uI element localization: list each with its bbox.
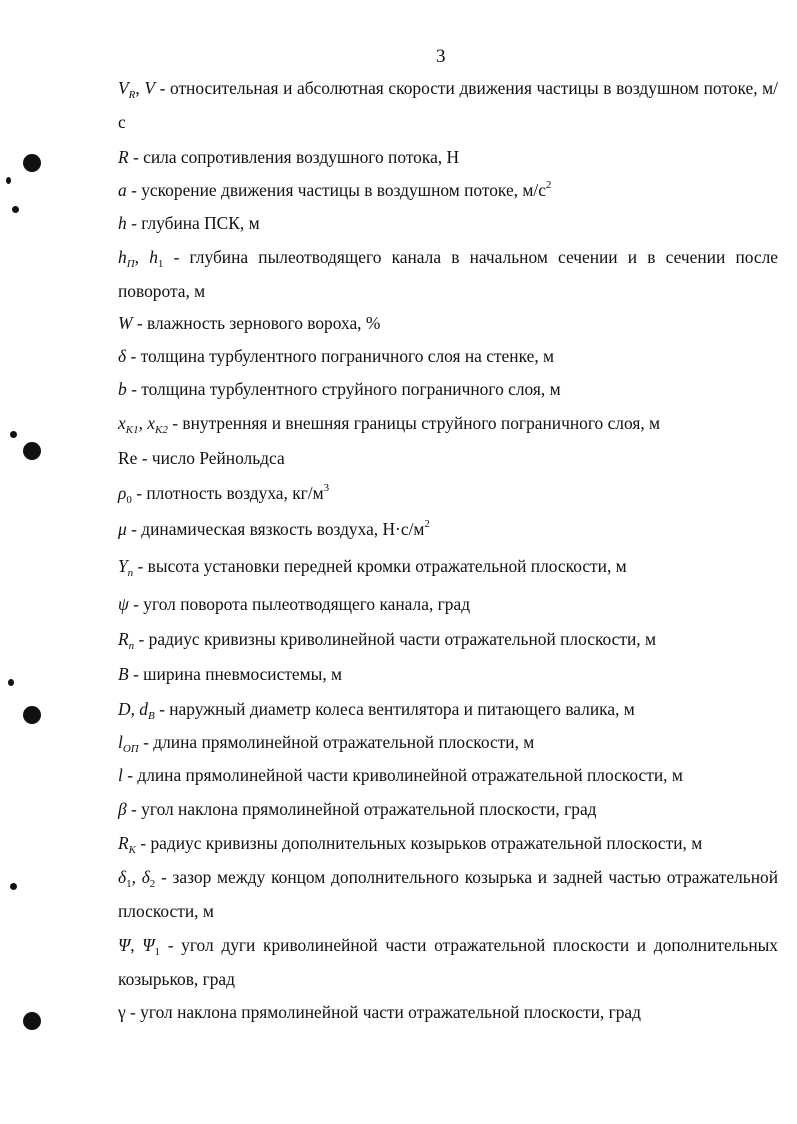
- definition-boundary-layer-thickness: [118, 339, 778, 373]
- scan-mark: [6, 177, 11, 184]
- subscript: R: [128, 89, 136, 101]
- definition-relative-absolute-velocity: $V_R$, V - относительная и абсолютная скорости движения частицы в воздушном потоке, м/с: [118, 78, 778, 132]
- symbol: W: [118, 313, 133, 333]
- definition-text: - угол дуги криволинейной части отражательной плоскости и дополнительных козырьков, град: [118, 935, 779, 989]
- symbol: x: [118, 413, 126, 433]
- symbol: R: [118, 147, 129, 167]
- subscript-2: 1: [157, 258, 164, 270]
- definition-plane-inclination: [118, 792, 778, 826]
- definition-text: - радиус кривизны дополнительных козырьков отражательной плоскости, м: [140, 833, 703, 853]
- symbol: R: [118, 833, 129, 853]
- definition-straight-plane-length: [118, 725, 778, 759]
- definition-dynamic-viscosity: [118, 512, 778, 546]
- symbol-2: δ: [141, 867, 150, 887]
- subscript: ОП: [122, 743, 139, 755]
- symbol: V: [118, 78, 129, 98]
- definition-visor-curvature-radius: [118, 826, 778, 860]
- definition-text: - относительная и абсолютная скорости движения частицы в воздушном потоке, м/с: [118, 78, 778, 132]
- page-number: 3: [436, 46, 446, 67]
- definition-acceleration: [118, 173, 778, 207]
- symbol-2: h: [149, 247, 158, 267]
- subscript-2: B: [147, 710, 155, 722]
- subscript: 1: [126, 878, 132, 890]
- subscript: п: [128, 640, 135, 652]
- definition-air-density: [118, 476, 778, 510]
- definition-pneumosystem-width: [118, 657, 778, 691]
- symbol: Re: [118, 448, 138, 468]
- definition-text: - глубина пылеотводящего канала в начальном сечении и в сечении после поворота, м: [118, 247, 778, 301]
- symbol: ψ: [118, 594, 129, 614]
- definition-straight-part-length: [118, 758, 778, 792]
- definition-text: - число Рейнольдса: [141, 448, 285, 468]
- subscript: K1: [125, 424, 139, 436]
- subscript: K: [128, 844, 136, 856]
- definition-jet-layer-thickness: [118, 372, 778, 406]
- symbol: δ: [118, 346, 127, 366]
- definition-arc-angle: Ψ, $\Psi_1$ - угол дуги криволинейной части отражательной плоскости и дополнительных козырьков, град: [118, 935, 779, 989]
- definition-layer-boundaries: $x_{K1}$, $x_{K2}$ - внутренняя и внешняя границы струйного пограничного слоя, м: [118, 413, 661, 436]
- symbol: ρ: [118, 483, 127, 503]
- definition-text: - толщина турбулентного пограничного слоя на стенке, м: [130, 346, 555, 366]
- subscript: 0: [126, 494, 132, 506]
- symbol: β: [118, 799, 127, 819]
- definition-text: - влажность зернового вороха, %: [136, 313, 381, 333]
- symbol-2: Ψ: [142, 935, 155, 955]
- symbol: Ψ: [118, 935, 131, 955]
- definition-text: - длина прямолинейной части криволинейной отражательной плоскости, м: [127, 765, 683, 785]
- definition-text: - зазор между концом дополнительного козырька и задней частью отражательной плоскости, м: [118, 867, 779, 921]
- scan-mark: [8, 679, 14, 686]
- symbol-2: V: [144, 78, 155, 98]
- definition-text: - угол поворота пылеотводящего канала, град: [133, 594, 471, 614]
- definition-text: - сила сопротивления воздушного потока, Н: [132, 147, 460, 167]
- definition-channel-depth: $h_П$, $h_1$ - глубина пылеотводящего канала в начальном сечении и в сечении после поворота, м: [118, 247, 778, 301]
- symbol: l: [118, 765, 123, 785]
- definition-text: - плотность воздуха, кг/м: [136, 483, 324, 503]
- definition-gap: $\delta_1$, $\delta_2$ - зазор между концом дополнительного козырька и задней частью отражательной плоскости, м: [118, 867, 779, 921]
- superscript: 2: [424, 518, 430, 530]
- definition-text: - ускорение движения частицы в воздушном потоке, м/с: [131, 180, 546, 200]
- definition-text: - динамическая вязкость воздуха, Н·с/м: [131, 519, 425, 539]
- symbol: D: [118, 699, 131, 719]
- definition-resistance-force: [118, 140, 778, 174]
- punch-hole: [23, 706, 41, 724]
- symbol: μ: [118, 519, 127, 539]
- subscript-2: 1: [154, 946, 160, 958]
- definition-leading-edge-height: [118, 549, 778, 583]
- scan-mark: [10, 883, 17, 890]
- definition-psk-depth: [118, 206, 778, 240]
- punch-hole: [23, 1012, 41, 1030]
- symbol: a: [118, 180, 127, 200]
- symbol: h: [118, 213, 127, 233]
- symbol: R: [118, 629, 129, 649]
- definition-text: - ширина пневмосистемы, м: [132, 664, 343, 684]
- symbol: γ: [118, 1002, 126, 1022]
- punch-hole: [23, 154, 41, 172]
- symbol: δ: [118, 867, 127, 887]
- scan-mark: [10, 431, 17, 438]
- symbol: l: [118, 732, 123, 752]
- symbol: h: [118, 247, 127, 267]
- definition-text: - глубина ПСК, м: [131, 213, 260, 233]
- subscript: п: [127, 567, 134, 579]
- subscript: П: [126, 258, 135, 270]
- definition-reynolds: [118, 441, 778, 475]
- superscript: 3: [323, 482, 330, 494]
- definition-text: - высота установки передней кромки отражательной плоскости, м: [137, 556, 627, 576]
- symbol-2: x: [147, 413, 156, 433]
- definition-text: - угол наклона прямолинейной отражательной плоскости, град: [131, 799, 597, 819]
- definition-text: - толщина турбулентного струйного пограничного слоя, м: [131, 379, 561, 399]
- symbol: Y: [118, 556, 128, 576]
- definition-text: - внутренняя и внешняя границы струйного пограничного слоя, м: [172, 413, 661, 433]
- superscript: 2: [545, 179, 552, 191]
- definition-moisture: [118, 306, 778, 340]
- punch-hole: [23, 442, 41, 460]
- definition-curvature-radius: [118, 622, 778, 656]
- definition-text: - длина прямолинейной отражательной плоскости, м: [143, 732, 535, 752]
- definition-text: - угол наклона прямолинейной части отражательной плоскости, град: [130, 1002, 641, 1022]
- definition-text: - наружный диаметр колеса вентилятора и питающего валика, м: [159, 699, 635, 719]
- subscript-2: 2: [149, 878, 156, 890]
- scan-mark: [12, 206, 19, 213]
- definition-text: - радиус кривизны криволинейной части отражательной плоскости, м: [138, 629, 656, 649]
- definition-channel-turn-angle: [118, 587, 778, 621]
- definition-straight-part-inclination: [118, 995, 778, 1029]
- symbol: B: [118, 664, 129, 684]
- definition-diameters: D, $d_B$ - наружный диаметр колеса вентилятора и питающего валика, м: [118, 699, 635, 722]
- symbol: b: [118, 379, 127, 399]
- subscript-2: K2: [155, 424, 168, 436]
- symbol-2: d: [139, 699, 148, 719]
